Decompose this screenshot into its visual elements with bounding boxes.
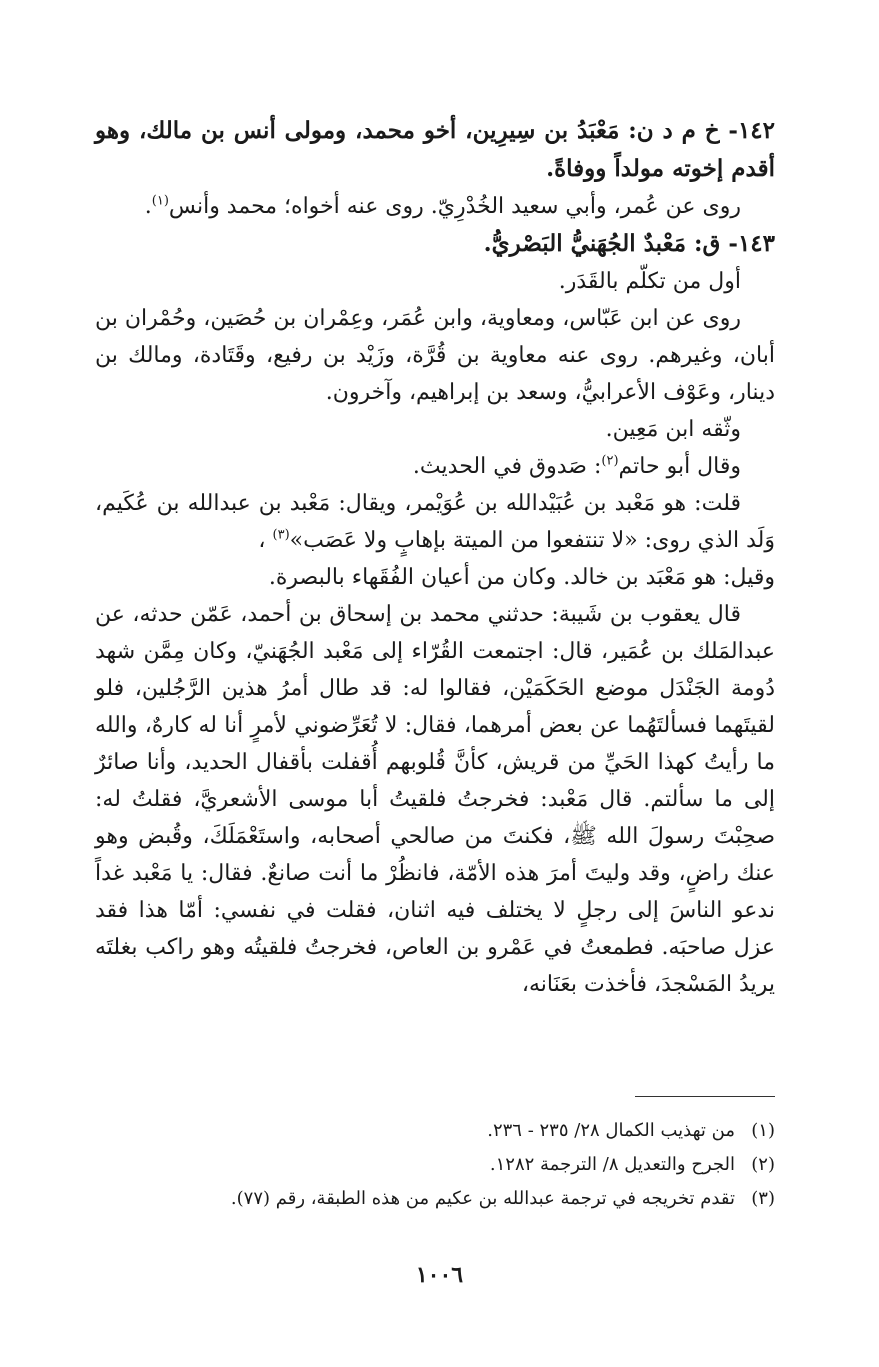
entry-143-para-ibn-main: وثّقه ابن مَعِين. <box>605 417 741 442</box>
entry-143-para-story: قال يعقوب بن شَيبة: حدثني محمد بن إسحاق بن أحمد، عَمّن حدثه، عن عبدالمَلك بن عُمَير، قال: اجتمعت القُرّاء إلى مَعْبد الجُهَنيّ، وكان مِمَّن شهد دُومة الجَنْدَل موضع الحَكَمَيْن، فقالوا له: قد طال أمرُ هذين الرَّجُلين، فلو لقيتَهما فسألتَهُما عن بعض أمرهما، فقال: لا تُعَرِّضوني لأمرٍ أنا له كارهٌ، والله ما رأيتُ كهذا الحَيِّ من قريش، كأنَّ قُلوبهم أُقفلت بأقفال الحديد، وأنا صائرٌ إلى ما سألتم. قال مَعْبد: فخرجتُ فلقيتُ أبا موسى الأشعريَّ، فقلتُ له: صحِبْتَ رسولَ الله ﷺ، فكنتَ من صالحي أصحابه، واستَعْمَلَكَ، وقُبض وهو عنك راضٍ، وقد وليتَ أمرَ هذه الأمّة، فانظُرْ ما أنت صانعٌ. فقال: يا مَعْبد غداً ندعو الناسَ إلى رجلٍ لا يختلف فيه اثنان، فقلت في نفسي: أمّا هذا فقد عزل صاحبَه. فطمعتُ في عَمْرو بن العاص، فخرجتُ فلقيتُه وهو راكب بغلتَه يريدُ المَسْجدَ، فأخذت بعَنَانه، <box>95 602 775 997</box>
abu-hatim-quote: : صَدوق في الحديث. <box>412 454 602 479</box>
entry-142-text: روى عن عُمر، وأبي سعيد الخُدْرِيّ. روى عنه أخواه؛ محمد وأنس <box>168 194 741 219</box>
footnote-2-number: (٢) <box>751 1154 775 1175</box>
entry-142-end: . <box>144 194 152 219</box>
footnote-ref-3[interactable]: (٣) <box>272 527 290 543</box>
abu-hatim-text: وقال أبو حاتم <box>618 454 741 479</box>
lineage-end: ، <box>258 528 266 553</box>
footnote-1-text: من تهذيب الكمال ٢٨/ ٢٣٥ - ٢٣٦. <box>487 1120 735 1141</box>
page-number: ١٠٠٦ <box>415 1262 464 1288</box>
entry-143-heading: ١٤٣- ق: مَعْبدٌ الجُهَنيُّ البَصْريُّ. <box>483 230 775 257</box>
lineage-text: قلت: هو مَعْبد بن عُبَيْدالله بن عُوَيْمر، ويقال: مَعْبد بن عبدالله بن عُكَيم، وَلَد الذي روى: «لا تنتفعوا من الميتة بإهابٍ ولا عَصَب» <box>95 491 775 553</box>
entry-143-para-lineage <box>95 485 775 559</box>
entry-143-para-qadar: أول من تكلّم بالقَدَر. <box>558 269 741 294</box>
main-text <box>95 112 775 1003</box>
footnote-2 <box>95 1148 775 1182</box>
footnote-divider <box>635 1096 775 1097</box>
entry-143-para-narrators: روى عن ابن عَبّاس، ومعاوية، وابن عُمَر، وعِمْران بن حُصَين، وحُمْران بن أبان، وغيرهم. روى عنه معاوية بن قُرَّة، وزَيْد بن رفيع، وقَتَادة، ومالك بن دينار، وعَوْف الأعرابيُّ، وسعد بن إبراهيم، وآخرون. <box>95 306 775 405</box>
footnote-3 <box>95 1182 775 1216</box>
footnote-ref-2[interactable]: (٢) <box>601 453 619 469</box>
entry-143-para-khalid: وقيل: هو مَعْبَد بن خالد. وكان من أعيان الفُقَهاء بالبصرة. <box>268 565 775 590</box>
footnote-3-text: تقدم تخريجه في ترجمة عبدالله بن عكيم من هذه الطبقة، رقم (٧٧). <box>230 1188 735 1209</box>
footnotes <box>95 1114 775 1216</box>
footnote-1 <box>95 1114 775 1148</box>
footnote-2-text: الجرح والتعديل ٨/ الترجمة ١٢٨٢. <box>489 1154 735 1175</box>
entry-142-narration <box>95 188 775 225</box>
footnote-3-number: (٣) <box>751 1188 775 1209</box>
entry-142-heading: ١٤٢- خ م د ن: مَعْبَدُ بن سِيرِين، أخو محمد، ومولى أنس بن مالك، وهو أقدم إخوته مولداً ووفاةً. <box>95 117 775 182</box>
footnote-1-number: (١) <box>751 1120 775 1141</box>
entry-143-para-abu-hatim <box>95 448 775 485</box>
footnote-ref-1[interactable]: (١) <box>151 193 169 209</box>
